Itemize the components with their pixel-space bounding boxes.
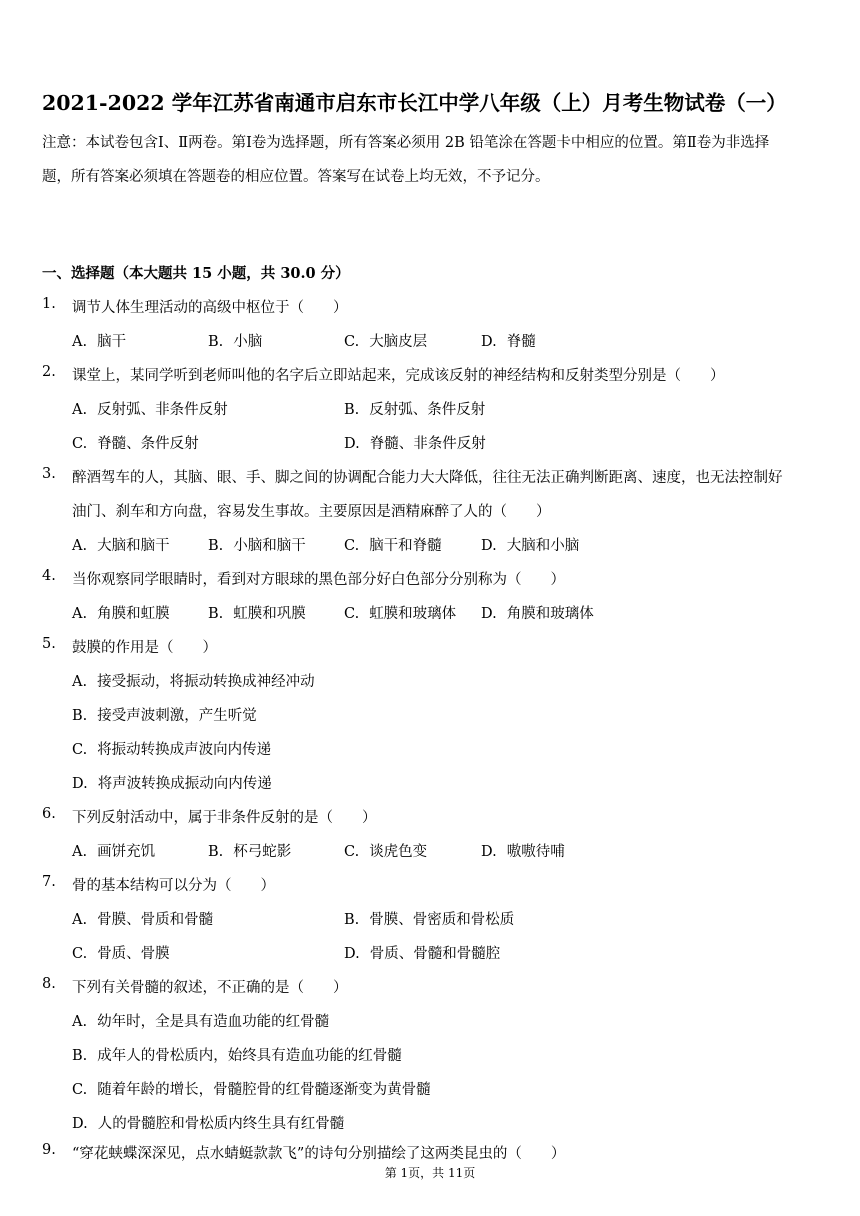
option-b: B. 小脑和脑干 (208, 538, 306, 554)
exam-instructions (42, 126, 820, 194)
option-b: B. 反射弧、条件反射 (344, 402, 486, 418)
option-d: D. 角膜和玻璃体 (481, 606, 594, 622)
question-text: 鼓膜的作用是（ ） (72, 640, 217, 656)
question-text: 骨的基本结构可以分为（ ） (72, 878, 275, 894)
option-a: A. 骨膜、骨质和骨髓 (72, 912, 214, 928)
question-text: 下列有关骨髓的叙述，不正确的是（ ） (72, 980, 348, 996)
question-text: 调节人体生理活动的高级中枢位于（ ） (72, 300, 348, 316)
option-c: C. 脊髓、条件反射 (72, 436, 199, 452)
option-a: A. 幼年时，全是具有造血功能的红骨髓 (72, 1014, 330, 1030)
option-b: B. 骨膜、骨密质和骨松质 (344, 912, 515, 928)
question-text: 当你观察同学眼睛时，看到对方眼球的黑色部分好白色部分分别称为（ ） (72, 572, 565, 588)
option-c: C. 骨质、骨膜 (72, 946, 170, 962)
option-c: C. 脑干和脊髓 (344, 538, 442, 554)
option-d: D. 将声波转换成振动向内传递 (72, 776, 272, 792)
page-footer: 第 1页，共 11页 (384, 1166, 476, 1180)
question-number: 3. (42, 466, 56, 482)
option-c: C. 大脑皮层 (344, 334, 428, 350)
option-a: A. 大脑和脑干 (72, 538, 170, 554)
option-d: D. 脊髓、非条件反射 (344, 436, 486, 452)
section-heading: 一、选择题（本大题共 15 小题，共 30.0 分） (42, 265, 350, 282)
option-a: A. 反射弧、非条件反射 (72, 402, 228, 418)
option-b: B. 接受声波刺激，产生听觉 (72, 708, 257, 724)
exam-title: 2021-2022 学年江苏省南通市启东市长江中学八年级（上）月考生物试卷（一） (42, 91, 787, 115)
option-d: D. 大脑和小脑 (481, 538, 580, 554)
option-d: D. 人的骨髓腔和骨松质内终生具有红骨髓 (72, 1116, 345, 1132)
question-text: 下列反射活动中，属于非条件反射的是（ ） (72, 810, 377, 826)
question-text: 课堂上，某同学听到老师叫他的名字后立即站起来，完成该反射的神经结构和反射类型分别是（ ） (72, 368, 725, 384)
question-text: “穿花蛱蝶深深见，点水蜻蜓款款飞”的诗句分别描绘了这两类昆虫的（ ） (72, 1146, 566, 1162)
question-number: 9. (42, 1142, 56, 1158)
option-b: B. 小脑 (208, 334, 263, 350)
question-text-continued: 油门、刹车和方向盘，容易发生事故。主要原因是酒精麻醉了人的（ ） (72, 504, 551, 520)
option-c: C. 虹膜和玻璃体 (344, 606, 457, 622)
option-b: B. 成年人的骨松质内，始终具有造血功能的红骨髓 (72, 1048, 402, 1064)
option-a: A. 画饼充饥 (72, 844, 156, 860)
option-a: A. 脑干 (72, 334, 127, 350)
instructions-line-2: 题，所有答案必须填在答题卷的相应位置。答案写在试卷上均无效，不予记分。 (42, 169, 550, 185)
option-a: A. 角膜和虹膜 (72, 606, 170, 622)
option-c: C. 谈虎色变 (344, 844, 428, 860)
question-number: 6. (42, 806, 56, 822)
option-d: D. 脊髓 (481, 334, 536, 350)
question-number: 2. (42, 364, 56, 380)
question-number: 7. (42, 874, 56, 890)
question-number: 1. (42, 296, 56, 312)
question-number: 8. (42, 976, 56, 992)
option-d: D. 嗷嗷待哺 (481, 844, 565, 860)
instructions-line-1: 注意：本试卷包含Ⅰ、Ⅱ两卷。第Ⅰ卷为选择题，所有答案必须用 2B 铅笔涂在答题卡中相应的位置。第Ⅱ卷为非选择 (42, 135, 770, 151)
option-c: C. 将振动转换成声波向内传递 (72, 742, 272, 758)
option-d: D. 骨质、骨髓和骨髓腔 (344, 946, 501, 962)
option-c: C. 随着年龄的增长，骨髓腔骨的红骨髓逐渐变为黄骨髓 (72, 1082, 431, 1098)
option-b: B. 杯弓蛇影 (208, 844, 292, 860)
option-b: B. 虹膜和巩膜 (208, 606, 306, 622)
question-number: 5. (42, 636, 56, 652)
question-text: 醉酒驾车的人，其脑、眼、手、脚之间的协调配合能力大大降低，往往无法正确判断距离、速度，也无法控制好 (72, 470, 783, 486)
option-a: A. 接受振动，将振动转换成神经冲动 (72, 674, 315, 690)
question-number: 4. (42, 568, 56, 584)
